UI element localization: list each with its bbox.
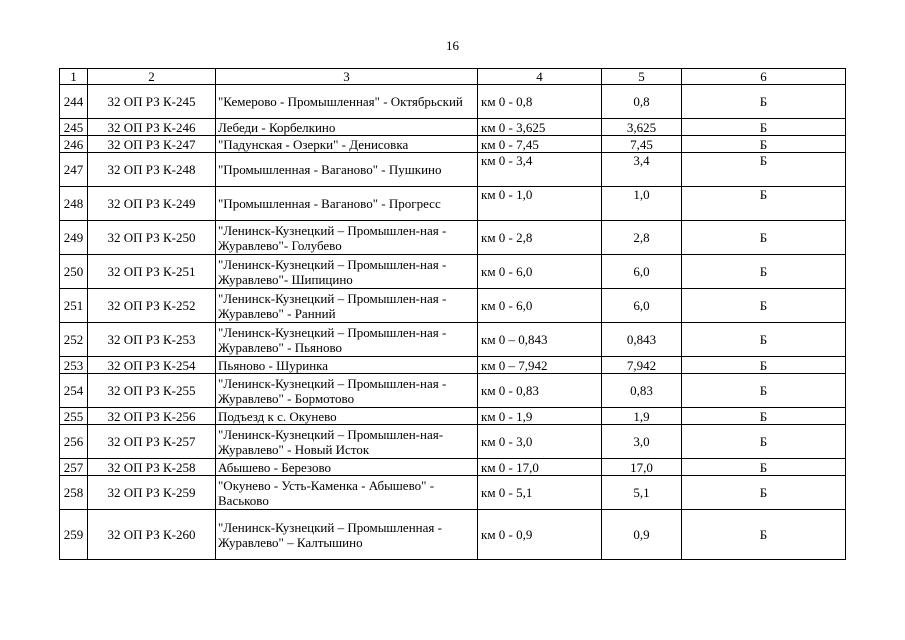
road-category: Б: [682, 289, 846, 323]
road-name: "Ленинск-Кузнецкий – Промышлен-ная - Журавлево" - Бормотово: [216, 374, 478, 408]
km-range: км 0 – 0,843: [478, 323, 602, 357]
road-length: 3,0: [602, 425, 682, 459]
column-header-3: 3: [216, 69, 478, 85]
road-code: 32 ОП РЗ К-258: [88, 459, 216, 476]
table-row: [60, 289, 846, 323]
road-length: 0,9: [602, 510, 682, 560]
row-number: 259: [60, 510, 88, 560]
table-row: [60, 221, 846, 255]
row-number: 255: [60, 408, 88, 425]
road-name: "Ленинск-Кузнецкий – Промышленная - Журавлево" – Калтышино: [216, 510, 478, 560]
road-name: "Ленинск-Кузнецкий – Промышлен-ная - Журавлево" - Пьяново: [216, 323, 478, 357]
road-name: "Промышленная - Ваганово" - Прогресс: [216, 187, 478, 221]
road-code: 32 ОП РЗ К-248: [88, 153, 216, 187]
table-row: [60, 323, 846, 357]
road-length: 6,0: [602, 255, 682, 289]
road-category: Б: [682, 374, 846, 408]
road-length: 0,843: [602, 323, 682, 357]
road-category: Б: [682, 85, 846, 119]
road-code: 32 ОП РЗ К-250: [88, 221, 216, 255]
row-number: 252: [60, 323, 88, 357]
road-length: 5,1: [602, 476, 682, 510]
column-header-1: 1: [60, 69, 88, 85]
km-range: км 0 - 1,9: [478, 408, 602, 425]
road-name: Абышево - Березово: [216, 459, 478, 476]
road-code: 32 ОП РЗ К-251: [88, 255, 216, 289]
table-row: [60, 153, 846, 187]
roads-table: [59, 68, 846, 560]
road-category: Б: [682, 425, 846, 459]
road-code: 32 ОП РЗ К-253: [88, 323, 216, 357]
road-length: 0,8: [602, 85, 682, 119]
page-number: 16: [446, 38, 459, 53]
km-range: км 0 - 5,1: [478, 476, 602, 510]
table-row: [60, 85, 846, 119]
km-range: км 0 - 17,0: [478, 459, 602, 476]
road-length: 1,0: [602, 187, 682, 221]
road-length: 7,45: [602, 136, 682, 153]
column-header-4: 4: [478, 69, 602, 85]
km-range: км 0 - 7,45: [478, 136, 602, 153]
road-name: "Промышленная - Ваганово" - Пушкино: [216, 153, 478, 187]
road-length: 6,0: [602, 289, 682, 323]
road-category: Б: [682, 221, 846, 255]
road-category: Б: [682, 136, 846, 153]
table-row: [60, 476, 846, 510]
road-name: "Падунская - Озерки" - Денисовка: [216, 136, 478, 153]
km-range: км 0 - 1,0: [478, 187, 602, 221]
km-range: км 0 - 6,0: [478, 289, 602, 323]
road-length: 1,9: [602, 408, 682, 425]
road-category: Б: [682, 459, 846, 476]
road-category: Б: [682, 510, 846, 560]
road-length: 7,942: [602, 357, 682, 374]
road-category: Б: [682, 323, 846, 357]
road-category: Б: [682, 119, 846, 136]
table-row: [60, 119, 846, 136]
column-header-2: 2: [88, 69, 216, 85]
row-number: 250: [60, 255, 88, 289]
road-code: 32 ОП РЗ К-252: [88, 289, 216, 323]
road-length: 3,4: [602, 153, 682, 187]
road-name: "Ленинск-Кузнецкий – Промышлен-ная - Журавлево" - Ранний: [216, 289, 478, 323]
road-code: 32 ОП РЗ К-249: [88, 187, 216, 221]
column-header-6: 6: [682, 69, 846, 85]
road-code: 32 ОП РЗ К-254: [88, 357, 216, 374]
road-code: 32 ОП РЗ К-260: [88, 510, 216, 560]
road-name: "Ленинск-Кузнецкий – Промышлен-ная- Журавлево" - Новый Исток: [216, 425, 478, 459]
row-number: 246: [60, 136, 88, 153]
road-category: Б: [682, 187, 846, 221]
row-number: 245: [60, 119, 88, 136]
road-category: Б: [682, 408, 846, 425]
road-name: "Окунево - Усть-Каменка - Абышево" - Васьково: [216, 476, 478, 510]
road-length: 0,83: [602, 374, 682, 408]
km-range: км 0 - 0,9: [478, 510, 602, 560]
road-length: 2,8: [602, 221, 682, 255]
road-name: "Кемерово - Промышленная" - Октябрьский: [216, 85, 478, 119]
row-number: 248: [60, 187, 88, 221]
road-code: 32 ОП РЗ К-259: [88, 476, 216, 510]
km-range: км 0 - 3,625: [478, 119, 602, 136]
road-name: Лебеди - Корбелкино: [216, 119, 478, 136]
road-name: "Ленинск-Кузнецкий – Промышлен-ная - Журавлево"- Шипицино: [216, 255, 478, 289]
table-row: [60, 187, 846, 221]
km-range: км 0 - 0,8: [478, 85, 602, 119]
road-length: 17,0: [602, 459, 682, 476]
row-number: 251: [60, 289, 88, 323]
table-row: [60, 357, 846, 374]
road-name: Подъезд к с. Окунево: [216, 408, 478, 425]
row-number: 244: [60, 85, 88, 119]
column-header-5: 5: [602, 69, 682, 85]
row-number: 249: [60, 221, 88, 255]
row-number: 258: [60, 476, 88, 510]
row-number: 257: [60, 459, 88, 476]
road-category: Б: [682, 153, 846, 187]
road-code: 32 ОП РЗ К-255: [88, 374, 216, 408]
km-range: км 0 - 2,8: [478, 221, 602, 255]
table-row: [60, 136, 846, 153]
road-length: 3,625: [602, 119, 682, 136]
road-category: Б: [682, 255, 846, 289]
road-name: Пьяново - Шуринка: [216, 357, 478, 374]
km-range: км 0 - 0,83: [478, 374, 602, 408]
road-code: 32 ОП РЗ К-246: [88, 119, 216, 136]
road-code: 32 ОП РЗ К-256: [88, 408, 216, 425]
row-number: 254: [60, 374, 88, 408]
km-range: км 0 - 3,4: [478, 153, 602, 187]
row-number: 253: [60, 357, 88, 374]
km-range: км 0 - 6,0: [478, 255, 602, 289]
row-number: 256: [60, 425, 88, 459]
road-code: 32 ОП РЗ К-257: [88, 425, 216, 459]
road-name: "Ленинск-Кузнецкий – Промышлен-ная - Журавлево"- Голубево: [216, 221, 478, 255]
row-number: 247: [60, 153, 88, 187]
road-category: Б: [682, 476, 846, 510]
table-row: [60, 459, 846, 476]
table-row: [60, 255, 846, 289]
header-row: [60, 69, 846, 85]
road-code: 32 ОП РЗ К-245: [88, 85, 216, 119]
km-range: км 0 - 3,0: [478, 425, 602, 459]
km-range: км 0 – 7,942: [478, 357, 602, 374]
table-row: [60, 408, 846, 425]
table-row: [60, 374, 846, 408]
table-row: [60, 510, 846, 560]
road-code: 32 ОП РЗ К-247: [88, 136, 216, 153]
table-row: [60, 425, 846, 459]
road-category: Б: [682, 357, 846, 374]
